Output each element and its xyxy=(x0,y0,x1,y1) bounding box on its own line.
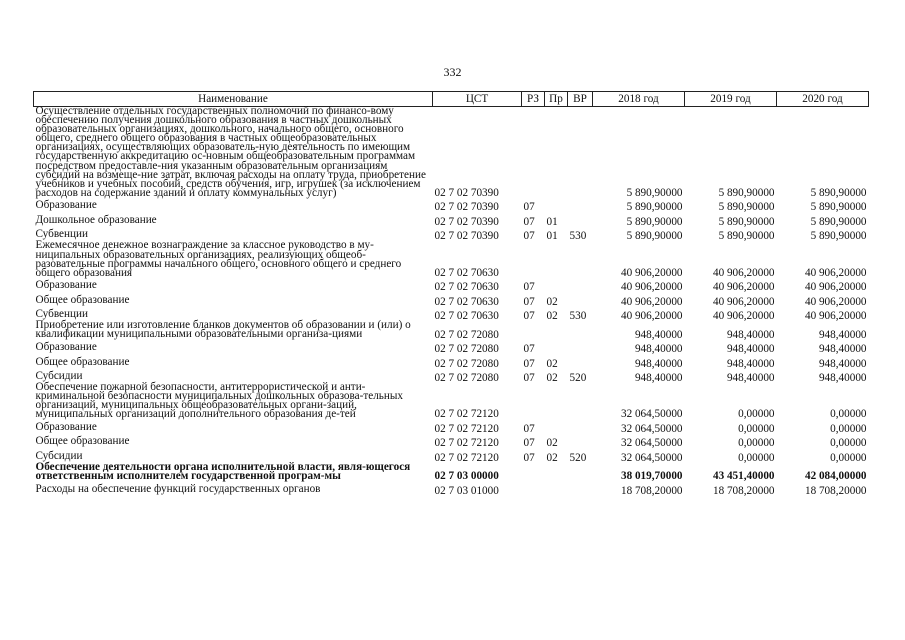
value-2020-cell: 0,00000 xyxy=(830,408,867,421)
pr-cell: 02 xyxy=(546,295,558,308)
pr-cell: 02 xyxy=(546,310,558,323)
cst-cell: 02 7 02 70390 xyxy=(434,201,499,214)
vr-cell: 520 xyxy=(569,451,587,464)
value-2018-cell: 948,40000 xyxy=(634,357,683,370)
name-cell: Дошкольное образование xyxy=(35,213,157,226)
table-row xyxy=(34,198,869,213)
header-2020: 2020 год xyxy=(777,92,869,107)
header-cst: ЦСТ xyxy=(433,92,522,107)
cst-cell: 02 7 02 72120 xyxy=(434,437,499,450)
value-2018-cell: 948,40000 xyxy=(634,372,683,384)
value-2018-cell: 32 064,50000 xyxy=(620,408,683,421)
cst-cell: 02 7 02 70390 xyxy=(434,215,499,228)
header-2019: 2019 год xyxy=(685,92,777,107)
cst-cell: 02 7 02 70630 xyxy=(434,281,499,294)
name-cell: Общее образование xyxy=(35,293,130,306)
header-rz: РЗ xyxy=(522,92,545,107)
cst-cell: 02 7 02 70390 xyxy=(434,230,499,243)
value-2020-cell: 40 906,20000 xyxy=(804,295,867,308)
pr-cell: 02 xyxy=(546,357,558,370)
table-row xyxy=(34,481,869,496)
value-2020-cell: 5 890,90000 xyxy=(810,215,867,228)
table-row xyxy=(34,278,869,293)
value-2018-cell: 5 890,90000 xyxy=(626,215,683,228)
value-2018-cell: 18 708,20000 xyxy=(620,484,683,497)
vr-cell xyxy=(568,481,593,496)
cst-cell: 02 7 02 70630 xyxy=(434,310,499,323)
value-2019-cell: 5 890,90000 xyxy=(718,215,775,228)
rz-cell: 07 xyxy=(523,437,535,450)
value-2019-cell: 5 890,90000 xyxy=(718,201,775,214)
name-cell: Обеспечение пожарной безопасности, антитеррористической и анти-криминальной безопасности муниципальных дошкольных образова-тельных организаций, муниципальных общеобразовательных органи-заций, муниципальных организаций дополнительного образования де-тей xyxy=(35,381,403,421)
page-number: 332 xyxy=(443,65,462,79)
vr-cell xyxy=(568,278,593,293)
vr-cell xyxy=(568,463,593,481)
vr-cell xyxy=(568,321,593,339)
vr-cell xyxy=(568,292,593,307)
table-row xyxy=(34,383,869,419)
value-2019-cell: 43 451,40000 xyxy=(712,470,775,483)
value-2020-cell: 42 084,00000 xyxy=(804,470,867,483)
cst-cell: 02 7 02 72120 xyxy=(434,451,499,464)
value-2018-cell: 948,40000 xyxy=(634,343,683,355)
vr-cell xyxy=(568,107,593,198)
value-2018-cell: 40 906,20000 xyxy=(620,295,683,308)
cst-cell: 02 7 02 72080 xyxy=(434,372,499,384)
value-2019-cell: 0,00000 xyxy=(738,451,775,464)
rz-cell: 07 xyxy=(523,451,535,464)
table-row xyxy=(34,241,869,277)
budget-table xyxy=(33,91,869,496)
value-2018-cell: 5 890,90000 xyxy=(626,186,683,199)
pr-cell xyxy=(545,321,568,339)
table-row xyxy=(34,463,869,481)
vr-cell xyxy=(568,241,593,277)
rz-cell xyxy=(522,481,545,496)
header-name: Наименование xyxy=(34,92,433,107)
pr-cell xyxy=(545,241,568,277)
cst-cell: 02 7 02 72080 xyxy=(434,357,499,370)
rz-cell: 07 xyxy=(523,343,535,355)
value-2019-cell: 948,40000 xyxy=(726,372,775,384)
value-2020-cell: 40 906,20000 xyxy=(804,266,867,279)
pr-cell xyxy=(545,340,568,355)
value-2019-cell: 948,40000 xyxy=(726,328,775,341)
pr-cell: 02 xyxy=(546,372,558,384)
name-cell: Образование xyxy=(35,199,97,212)
value-2018-cell: 32 064,50000 xyxy=(620,451,683,464)
rz-cell: 07 xyxy=(523,230,535,243)
name-cell: Субсидии xyxy=(35,370,83,382)
value-2019-cell: 948,40000 xyxy=(726,357,775,370)
value-2018-cell: 32 064,50000 xyxy=(620,437,683,450)
vr-cell xyxy=(568,383,593,419)
value-2019-cell: 0,00000 xyxy=(738,408,775,421)
name-cell: Общее образование xyxy=(35,435,130,448)
pr-cell xyxy=(545,198,568,213)
rz-cell: 07 xyxy=(523,295,535,308)
header-vr: ВР xyxy=(568,92,593,107)
table-row xyxy=(34,434,869,449)
table-row xyxy=(34,354,869,369)
value-2020-cell: 18 708,20000 xyxy=(804,484,867,497)
vr-cell xyxy=(568,354,593,369)
value-2018-cell: 40 906,20000 xyxy=(620,281,683,294)
value-2020-cell: 948,40000 xyxy=(818,372,867,384)
value-2020-cell: 5 890,90000 xyxy=(810,230,867,243)
vr-cell xyxy=(568,198,593,213)
rz-cell xyxy=(522,463,545,481)
value-2018-cell: 38 019,70000 xyxy=(620,470,683,483)
name-cell: Ежемесячное денежное вознаграждение за классное руководство в му-ниципальных образовательных организациях, реализующих общеоб-разовательные программы начального общего, основного общего и среднего общего образования xyxy=(35,239,402,279)
rz-cell: 07 xyxy=(523,310,535,323)
cst-cell: 02 7 02 70630 xyxy=(434,266,499,279)
value-2019-cell: 18 708,20000 xyxy=(712,484,775,497)
vr-cell xyxy=(568,434,593,449)
cst-cell: 02 7 02 72120 xyxy=(434,422,499,435)
value-2020-cell: 5 890,90000 xyxy=(810,186,867,199)
value-2018-cell: 40 906,20000 xyxy=(620,310,683,323)
table-row xyxy=(34,321,869,339)
cst-cell: 02 7 02 70390 xyxy=(434,186,499,199)
name-cell: Приобретение или изготовление бланков документов об образовании и (или) о квалификации муниципальными образовательными организа-циями xyxy=(35,319,411,341)
value-2019-cell: 40 906,20000 xyxy=(712,281,775,294)
table-row xyxy=(34,419,869,434)
value-2020-cell: 40 906,20000 xyxy=(804,310,867,323)
table-body xyxy=(34,107,869,496)
cst-cell: 02 7 02 72080 xyxy=(434,328,499,341)
value-2018-cell: 5 890,90000 xyxy=(626,230,683,243)
vr-cell: 530 xyxy=(569,230,587,243)
rz-cell: 07 xyxy=(523,281,535,294)
table-row xyxy=(34,107,869,198)
pr-cell: 02 xyxy=(546,437,558,450)
rz-cell: 07 xyxy=(523,201,535,214)
name-cell: Образование xyxy=(35,341,97,353)
pr-cell: 01 xyxy=(546,230,558,243)
cst-cell: 02 7 02 72080 xyxy=(434,343,499,355)
cst-cell: 02 7 03 00000 xyxy=(434,470,499,483)
value-2020-cell: 948,40000 xyxy=(818,357,867,370)
value-2020-cell: 948,40000 xyxy=(818,328,867,341)
header-pr: Пр xyxy=(545,92,568,107)
value-2018-cell: 948,40000 xyxy=(634,328,683,341)
rz-cell: 07 xyxy=(523,422,535,435)
pr-cell xyxy=(545,278,568,293)
pr-cell xyxy=(545,107,568,198)
vr-cell: 520 xyxy=(569,372,587,384)
value-2019-cell: 5 890,90000 xyxy=(718,186,775,199)
value-2020-cell: 5 890,90000 xyxy=(810,201,867,214)
value-2019-cell: 948,40000 xyxy=(726,343,775,355)
cst-cell: 02 7 03 01000 xyxy=(434,484,499,497)
name-cell: Образование xyxy=(35,279,97,292)
rz-cell: 07 xyxy=(523,372,535,384)
rz-cell xyxy=(522,107,545,198)
rz-cell: 07 xyxy=(523,215,535,228)
cst-cell: 02 7 02 70630 xyxy=(434,295,499,308)
value-2020-cell: 0,00000 xyxy=(830,422,867,435)
table-row xyxy=(34,340,869,355)
pr-cell xyxy=(545,383,568,419)
pr-cell xyxy=(545,419,568,434)
value-2018-cell: 32 064,50000 xyxy=(620,422,683,435)
value-2018-cell: 40 906,20000 xyxy=(620,266,683,279)
rz-cell xyxy=(522,321,545,339)
value-2019-cell: 40 906,20000 xyxy=(712,310,775,323)
vr-cell: 530 xyxy=(569,310,587,323)
header-2018: 2018 год xyxy=(593,92,685,107)
value-2019-cell: 5 890,90000 xyxy=(718,230,775,243)
value-2020-cell: 948,40000 xyxy=(818,343,867,355)
table-row xyxy=(34,212,869,227)
value-2020-cell: 0,00000 xyxy=(830,437,867,450)
vr-cell xyxy=(568,340,593,355)
name-cell: Субсидии xyxy=(35,449,83,462)
pr-cell xyxy=(545,481,568,496)
rz-cell: 07 xyxy=(523,357,535,370)
value-2019-cell: 0,00000 xyxy=(738,422,775,435)
value-2019-cell: 40 906,20000 xyxy=(712,266,775,279)
value-2019-cell: 0,00000 xyxy=(738,437,775,450)
value-2020-cell: 40 906,20000 xyxy=(804,281,867,294)
name-cell: Субвенции xyxy=(35,228,88,241)
value-2019-cell: 40 906,20000 xyxy=(712,295,775,308)
name-cell: Обеспечение деятельности органа исполнительной власти, явля-ющегося ответственным исполнителем государственной програм-мы xyxy=(35,460,411,482)
name-cell: Расходы на обеспечение функций государственных органов xyxy=(35,482,321,495)
vr-cell xyxy=(568,212,593,227)
value-2018-cell: 5 890,90000 xyxy=(626,201,683,214)
rz-cell xyxy=(522,383,545,419)
name-cell: Осуществление отдельных государственных полномочий по финансо-вому обеспечению получения дошкольного образования в частных дошкольных образовательных организациях, дошкольного, начального общего, основного общего, среднего общего образования в частных общеобразовательных организациях, осуществляющих образователь-ную деятельность по имеющим государственную аккредитацию ос-новным общеобразовательным программам посредством предоставле-ния указанным образовательным организациям субсидий на возмеще-ние затрат, включая расходы на оплату труда, приобретение учебников и учебных пособий, средств обучения, игр, игрушек (за исключением расходов на содержание зданий и оплату коммунальных услуг) xyxy=(35,105,426,199)
rz-cell xyxy=(522,241,545,277)
name-cell: Общее образование xyxy=(35,355,130,368)
value-2020-cell: 0,00000 xyxy=(830,451,867,464)
pr-cell xyxy=(545,463,568,481)
name-cell: Образование xyxy=(35,420,97,433)
name-cell: Субвенции xyxy=(35,308,88,321)
pr-cell: 02 xyxy=(546,451,558,464)
cst-cell: 02 7 02 72120 xyxy=(434,408,499,421)
table-row xyxy=(34,292,869,307)
pr-cell: 01 xyxy=(546,215,558,228)
vr-cell xyxy=(568,419,593,434)
